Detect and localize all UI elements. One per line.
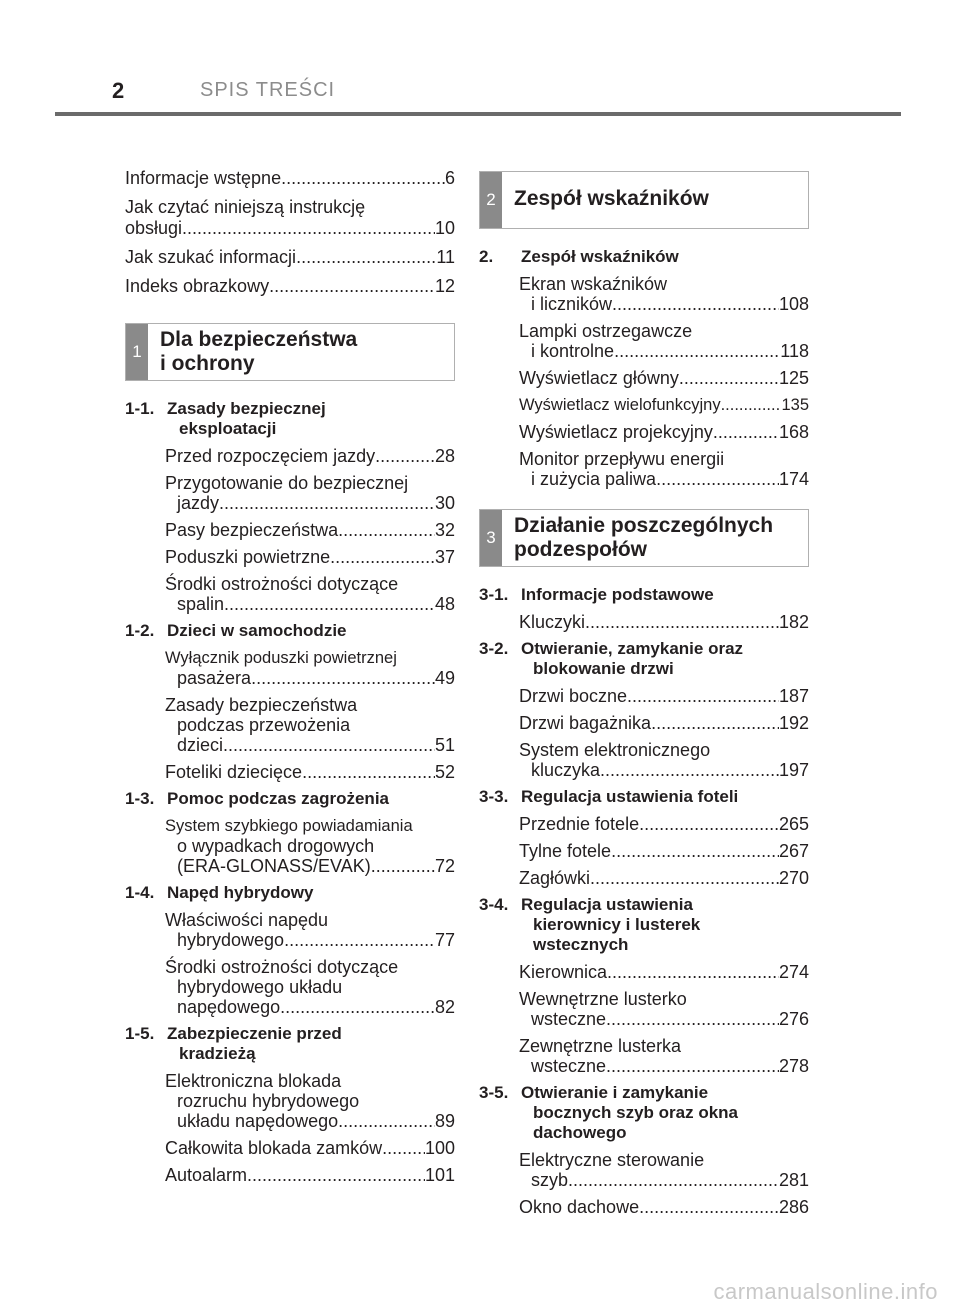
- toc-chapter: [479, 585, 809, 632]
- toc-entry[interactable]: Wyświetlacz główny ..... 125: [519, 368, 809, 388]
- entry-title: Informacje wstępne: [125, 168, 282, 188]
- toc-entry[interactable]: Poduszki powietrzne ..... 37: [165, 547, 455, 567]
- chapter-number: 1-5.: [125, 1024, 155, 1043]
- toc-entry[interactable]: Zasady bezpieczeństwa podczas przewożenia dzieci ..... 51: [165, 695, 455, 755]
- section-heading: [479, 509, 809, 567]
- toc-entry[interactable]: [125, 168, 455, 189]
- toc-entry[interactable]: Ekran wskaźników i liczników ..... 108: [519, 274, 809, 314]
- toc-entry[interactable]: [125, 197, 455, 218]
- chapter-heading[interactable]: [125, 883, 455, 903]
- chapter-number: 3-1.: [479, 585, 509, 604]
- section-heading: [479, 171, 809, 229]
- chapter-number: 3-4.: [479, 895, 509, 914]
- entry-page: 6: [444, 168, 455, 188]
- page-title: SPIS TREŚCI: [200, 79, 336, 101]
- toc-entry[interactable]: Lampki ostrzegawcze i kontrolne ..... 118: [519, 321, 809, 361]
- toc-entry[interactable]: Zagłówki ..... 270: [519, 868, 809, 888]
- toc-entry[interactable]: Wyświetlacz projekcyjny ..... 168: [519, 422, 809, 442]
- toc-chapter: [479, 247, 809, 489]
- toc-entry[interactable]: Monitor przepływu energii i zużycia paliwa ..... 174: [519, 449, 809, 489]
- chapter-number: 3-3.: [479, 787, 509, 806]
- section-title: Zespół wskaźników: [514, 187, 709, 210]
- toc-chapter: [125, 399, 455, 614]
- entry-title-line: Jak czytać niniejszą instrukcję: [125, 197, 366, 217]
- chapter-heading[interactable]: [125, 399, 455, 439]
- entry-title: Indeks obrazkowy: [125, 276, 270, 296]
- chapter-number: 1-1.: [125, 399, 155, 418]
- toc-entry[interactable]: Autoalarm ..... 101: [165, 1165, 455, 1185]
- section-title: Dla bezpieczeństwa i ochrony: [160, 328, 358, 375]
- entry-page: 10: [434, 218, 455, 238]
- entry-page: 11: [436, 247, 455, 267]
- toc-entry[interactable]: Pasy bezpieczeństwa ..... 32: [165, 520, 455, 540]
- chapter-number: 1-3.: [125, 789, 155, 808]
- toc-entry[interactable]: Środki ostrożności dotyczące spalin ..... 48: [165, 574, 455, 614]
- header-divider: [55, 112, 901, 116]
- toc-entry[interactable]: Środki ostrożności dotyczące hybrydowego układu napędowego ..... 82: [165, 957, 455, 1017]
- leader-dots: [281, 168, 445, 189]
- toc-chapter: [479, 895, 809, 1076]
- watermark: carmanualsonline.info: [713, 1279, 938, 1304]
- chapter-number: 2.: [479, 247, 494, 266]
- section-heading: [125, 323, 455, 381]
- leader-dots: [182, 218, 435, 239]
- toc-chapter: [479, 787, 809, 888]
- toc-right-column: [479, 171, 809, 1224]
- page-number: 2: [112, 78, 125, 103]
- chapter-heading[interactable]: [479, 895, 809, 955]
- toc-entry[interactable]: Wyłącznik poduszki powietrznej pasażera ..... 49: [165, 648, 455, 688]
- section-number: 1: [126, 324, 148, 380]
- entry-title: Jak szukać informacji: [125, 247, 297, 267]
- chapter-title: Pomoc podczas zagrożenia: [167, 789, 389, 808]
- toc-entry[interactable]: [125, 247, 455, 268]
- toc-entry[interactable]: Tylne fotele ..... 267: [519, 841, 809, 861]
- chapter-heading[interactable]: [125, 789, 455, 809]
- toc-entry[interactable]: Przed rozpoczęciem jazdy ..... 28: [165, 446, 455, 466]
- chapter-heading[interactable]: [479, 247, 809, 267]
- chapter-title: Zespół wskaźników: [521, 247, 679, 266]
- toc-chapter: [125, 621, 455, 782]
- toc-chapter: [125, 789, 455, 876]
- chapter-title: Informacje podstawowe: [521, 585, 714, 604]
- chapter-title: Regulacja ustawienia kierownicy i lusterek wstecznych: [521, 895, 701, 954]
- toc-entry-continued[interactable]: [125, 218, 455, 239]
- toc-entry[interactable]: System elektronicznego kluczyka ..... 197: [519, 740, 809, 780]
- chapter-heading[interactable]: [479, 1083, 809, 1143]
- chapter-number: 3-2.: [479, 639, 509, 658]
- toc-chapter: [479, 1083, 809, 1217]
- toc-left-column: [125, 168, 455, 1192]
- toc-entry[interactable]: Okno dachowe ..... 286: [519, 1197, 809, 1217]
- section-number: 3: [480, 510, 502, 566]
- chapter-title: Otwieranie, zamykanie oraz blokowanie drzwi: [521, 639, 744, 678]
- toc-entry[interactable]: Elektroniczna blokada rozruchu hybrydowego układu napędowego ..... 89: [165, 1071, 455, 1131]
- entry-title: obsługi: [125, 218, 183, 238]
- chapter-number: 1-4.: [125, 883, 155, 902]
- toc-entry[interactable]: Drzwi boczne ..... 187: [519, 686, 809, 706]
- section-number: 2: [480, 172, 502, 228]
- chapter-heading[interactable]: [479, 639, 809, 679]
- toc-entry[interactable]: Przygotowanie do bezpiecznej jazdy ..... 30: [165, 473, 455, 513]
- toc-chapter: [125, 1024, 455, 1185]
- chapter-number: 3-5.: [479, 1083, 509, 1102]
- chapter-title: Napęd hybrydowy: [167, 883, 314, 902]
- toc-chapter: [479, 639, 809, 780]
- toc-entry[interactable]: Właściwości napędu hybrydowego ..... 77: [165, 910, 455, 950]
- toc-entry[interactable]: Przednie fotele ..... 265: [519, 814, 809, 834]
- toc-entry[interactable]: [125, 276, 455, 297]
- chapter-title: Zabezpieczenie przed kradzieżą: [167, 1024, 342, 1063]
- leader-dots: [269, 276, 435, 297]
- chapter-title: Dzieci w samochodzie: [167, 621, 347, 640]
- toc-entry[interactable]: Wewnętrzne lusterko wsteczne ..... 276: [519, 989, 809, 1029]
- toc-entry[interactable]: System szybkiego powiadamiania o wypadkach drogowych (ERA-GLONASS/EVAK) ..... 72: [165, 816, 455, 876]
- toc-entry[interactable]: Kluczyki ..... 182: [519, 612, 809, 632]
- toc-entry[interactable]: Elektryczne sterowanie szyb ..... 281: [519, 1150, 809, 1190]
- chapter-number: 1-2.: [125, 621, 155, 640]
- chapter-heading[interactable]: [125, 1024, 455, 1064]
- chapter-heading[interactable]: [479, 787, 809, 807]
- toc-entry[interactable]: Drzwi bagażnika ..... 192: [519, 713, 809, 733]
- leader-dots: [296, 247, 436, 268]
- toc-chapter: [125, 883, 455, 1017]
- toc-entry[interactable]: Foteliki dziecięce ..... 52: [165, 762, 455, 782]
- toc-entry[interactable]: Kierownica ..... 274: [519, 962, 809, 982]
- chapter-title: Regulacja ustawienia foteli: [521, 787, 739, 806]
- toc-entry[interactable]: Zewnętrzne lusterka wsteczne ..... 278: [519, 1036, 809, 1076]
- page-header: [0, 0, 960, 115]
- toc-entry[interactable]: Całkowita blokada zamków ..... 100: [165, 1138, 455, 1158]
- chapter-heading[interactable]: [479, 585, 809, 605]
- toc-entry[interactable]: Wyświetlacz wielofunkcyjny ..... 135: [519, 395, 809, 415]
- section-title: Działanie poszczególnych podzespołów: [514, 514, 774, 561]
- chapter-title: Otwieranie i zamykanie bocznych szyb oraz okna dachowego: [521, 1083, 738, 1142]
- chapter-heading[interactable]: [125, 621, 455, 641]
- chapter-title: Zasady bezpiecznej eksploatacji: [167, 399, 326, 438]
- entry-page: 12: [434, 276, 455, 296]
